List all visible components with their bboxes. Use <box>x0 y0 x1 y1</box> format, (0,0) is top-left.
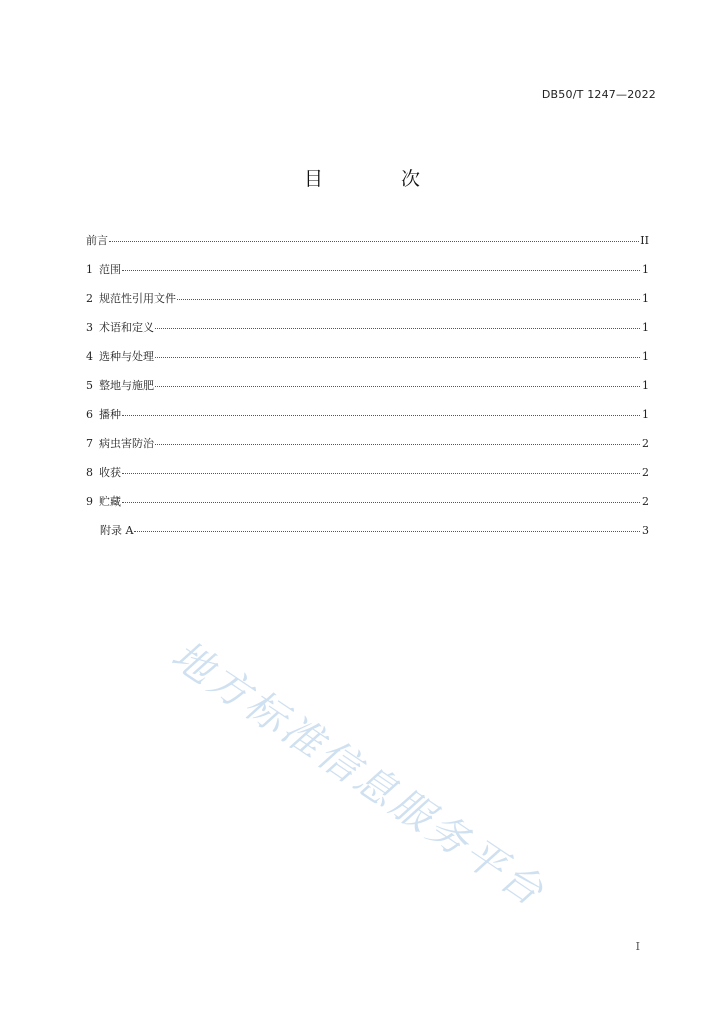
toc-entry-page: 2 <box>642 466 649 479</box>
toc-entry-text: 整地与施肥 <box>99 379 154 392</box>
toc-leader-dots <box>122 473 640 474</box>
toc-leader-dots <box>134 531 640 532</box>
toc-entry-label <box>86 232 108 248</box>
toc-entry-page: II <box>640 234 649 247</box>
toc-entry-number: 2 <box>86 292 93 305</box>
toc-entry[interactable] <box>86 348 649 377</box>
toc-entry-page: 1 <box>642 292 649 305</box>
toc-entry[interactable] <box>86 261 649 290</box>
toc-entry-page: 1 <box>642 408 649 421</box>
toc-entry[interactable] <box>86 435 649 464</box>
toc-entry-number: 1 <box>86 263 93 276</box>
toc-entry-page: 2 <box>642 437 649 450</box>
toc-leader-dots <box>122 270 640 271</box>
toc-entry-number: 3 <box>86 321 93 334</box>
toc-leader-dots <box>122 415 640 416</box>
toc-title: 目 次 <box>303 168 457 190</box>
toc-entry[interactable] <box>86 290 649 319</box>
toc-entry-number: 5 <box>86 379 93 392</box>
toc-entry-label <box>86 290 176 306</box>
toc-leader-dots <box>155 444 640 445</box>
page-number: I <box>635 940 640 953</box>
toc-entry-label <box>86 435 154 451</box>
toc-entry[interactable] <box>86 464 649 493</box>
toc-entry-text: 病虫害防治 <box>99 437 154 450</box>
toc-entry[interactable] <box>86 319 649 348</box>
toc-leader-dots <box>177 299 640 300</box>
toc-entry-label <box>86 406 121 422</box>
toc-entry-text: 播种 <box>99 408 121 421</box>
toc-entry-label <box>86 493 121 509</box>
toc-entry-number: 6 <box>86 408 93 421</box>
toc-entry-page: 1 <box>642 350 649 363</box>
toc-entry-page: 2 <box>642 495 649 508</box>
toc-entry[interactable] <box>86 522 649 551</box>
toc-entry[interactable] <box>86 232 649 261</box>
table-of-contents <box>86 232 649 551</box>
toc-entry-number: 7 <box>86 437 93 450</box>
toc-leader-dots <box>109 241 639 242</box>
toc-entry-label <box>86 319 154 335</box>
toc-entry-page: 3 <box>642 524 649 537</box>
toc-leader-dots <box>155 386 640 387</box>
toc-entry-text: 附录 A <box>100 524 134 537</box>
toc-entry-label <box>86 377 154 393</box>
toc-entry-page: 1 <box>642 379 649 392</box>
toc-entry-text: 术语和定义 <box>99 321 154 334</box>
toc-entry-text: 前言 <box>86 234 108 247</box>
toc-entry-text: 规范性引用文件 <box>99 292 176 305</box>
toc-leader-dots <box>155 357 640 358</box>
standard-code: DB50/T 1247—2022 <box>541 88 656 101</box>
toc-entry-label <box>100 522 133 538</box>
toc-leader-dots <box>122 502 640 503</box>
toc-entry-page: 1 <box>642 263 649 276</box>
toc-entry[interactable] <box>86 377 649 406</box>
toc-entry-text: 选种与处理 <box>99 350 154 363</box>
toc-entry[interactable] <box>86 493 649 522</box>
toc-entry-label <box>86 348 154 364</box>
toc-entry-text: 范围 <box>99 263 121 276</box>
toc-entry-text: 贮藏 <box>99 495 121 508</box>
toc-entry-page: 1 <box>642 321 649 334</box>
toc-entry-label <box>86 464 121 480</box>
toc-entry-label <box>86 261 121 277</box>
toc-leader-dots <box>155 328 640 329</box>
toc-entry[interactable] <box>86 406 649 435</box>
watermark: 地方标准信息服务平台 <box>163 632 554 917</box>
toc-entry-number: 9 <box>86 495 93 508</box>
toc-entry-text: 收获 <box>99 466 121 479</box>
toc-entry-number: 4 <box>86 350 93 363</box>
toc-entry-number: 8 <box>86 466 93 479</box>
